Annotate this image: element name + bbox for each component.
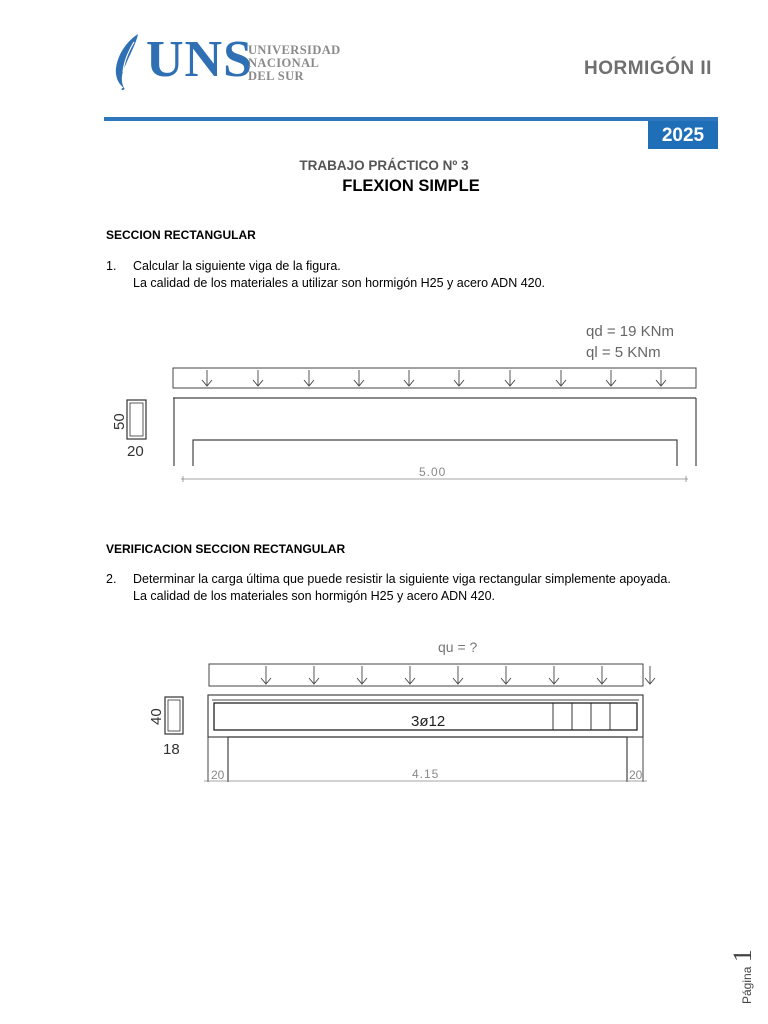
distributed-load-block bbox=[209, 664, 643, 686]
page-number: 1 bbox=[728, 949, 757, 963]
section-width-label: 20 bbox=[127, 443, 144, 460]
section-heading: VERIFICACION SECCION RECTANGULAR bbox=[106, 542, 346, 556]
span-label: 4.15 bbox=[412, 767, 440, 781]
page-footer bbox=[728, 942, 758, 1004]
ultimate-load-label: qu = ? bbox=[438, 639, 478, 655]
support-right-label: 20 bbox=[629, 768, 643, 782]
logo-line: UNIVERSIDAD bbox=[248, 43, 341, 57]
load-arrows bbox=[261, 666, 655, 684]
support-left-label: 20 bbox=[211, 768, 225, 782]
year-badge: 2025 bbox=[648, 121, 718, 149]
section-width-label: 18 bbox=[163, 741, 180, 758]
item-text: Calcular la siguiente viga de la figura. bbox=[133, 259, 341, 273]
cross-section-inner bbox=[168, 700, 180, 731]
logo-abbreviation: UNS bbox=[146, 31, 254, 88]
item-number: 2. bbox=[106, 572, 117, 586]
item-number: 1. bbox=[106, 259, 117, 273]
logo-line: NACIONAL bbox=[248, 56, 320, 70]
section-heading: SECCION RECTANGULAR bbox=[106, 228, 256, 242]
main-title: FLEXION SIMPLE bbox=[342, 177, 480, 195]
section-height-label: 50 bbox=[111, 413, 128, 430]
section-height-label: 40 bbox=[148, 708, 165, 725]
page-label: Página bbox=[740, 966, 754, 1004]
practice-title: TRABAJO PRÁCTICO Nº 3 bbox=[299, 158, 469, 173]
span-label: 5.00 bbox=[419, 465, 447, 479]
item-text: La calidad de los materiales a utilizar son hormigón H25 y acero ADN 420. bbox=[133, 276, 546, 290]
logo-line: DEL SUR bbox=[248, 69, 304, 83]
item-text: La calidad de los materiales son hormigón H25 y acero ADN 420. bbox=[133, 589, 496, 603]
item-text: Determinar la carga última que puede resistir la siguiente viga rectangular simplemente apoyada. bbox=[133, 572, 671, 586]
dead-load-label: qd = 19 KNm bbox=[586, 323, 674, 340]
course-title: HORMIGÓN II bbox=[584, 58, 712, 79]
reinforcement-label: 3ø12 bbox=[411, 713, 446, 730]
live-load-label: ql = 5 KNm bbox=[586, 344, 661, 361]
